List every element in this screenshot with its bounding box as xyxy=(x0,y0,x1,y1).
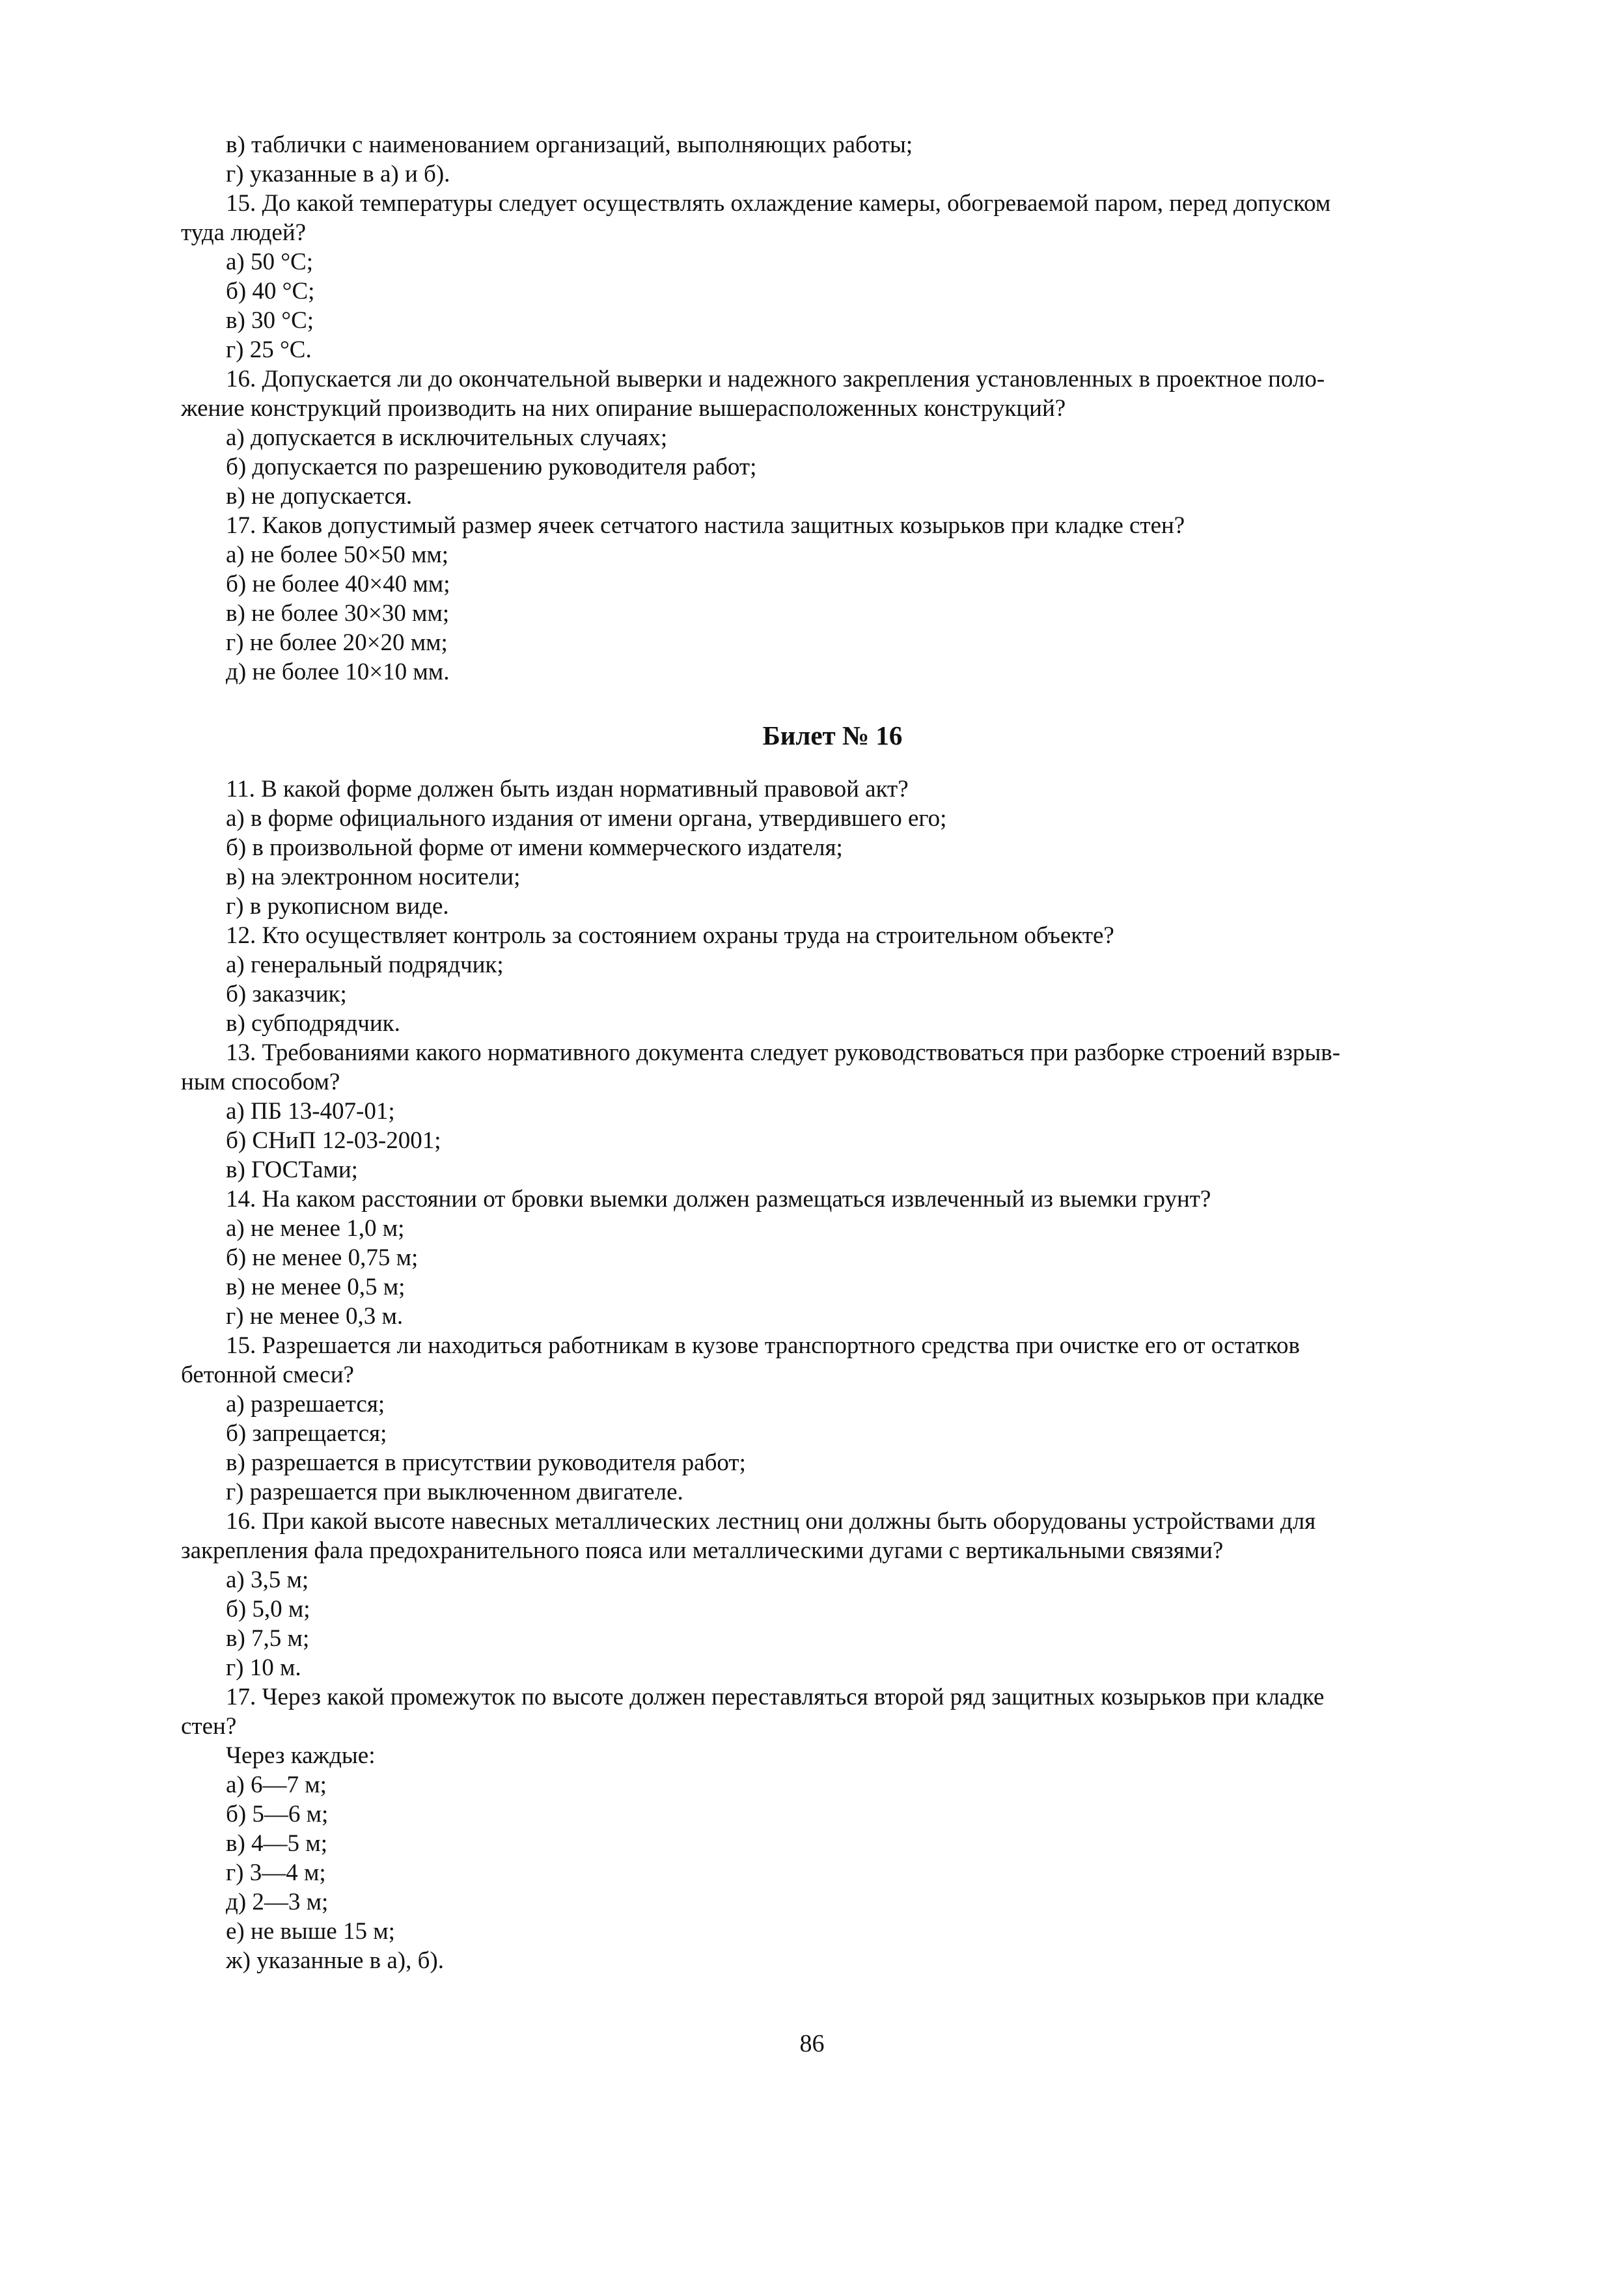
answer-option: д) не более 10×10 мм. xyxy=(226,659,450,685)
question-line-continued: бетонной смеси? xyxy=(181,1362,354,1388)
page-number: 86 xyxy=(799,2030,825,2057)
answer-option: б) 5—6 м; xyxy=(226,1801,329,1828)
answer-option: в) 30 °С; xyxy=(226,307,314,334)
answer-option: г) не менее 0,3 м. xyxy=(226,1303,404,1330)
question-line: 16. Допускается ли до окончательной выверки и надежного закрепления установленных в проектное поло- xyxy=(226,366,1325,392)
answer-option: а) 6—7 м; xyxy=(226,1772,327,1798)
answer-option: а) ПБ 13-407-01; xyxy=(226,1098,395,1125)
answer-option: а) разрешается; xyxy=(226,1391,385,1418)
answer-option: б) в произвольной форме от имени коммерческого издателя; xyxy=(226,834,843,861)
question-line: 17. Каков допустимый размер ячеек сетчатого настила защитных козырьков при кладке стен? xyxy=(226,512,1185,539)
answer-option: в) разрешается в присутствии руководителя работ; xyxy=(226,1449,746,1476)
answer-option: а) 3,5 м; xyxy=(226,1567,309,1593)
answer-option: б) не менее 0,75 м; xyxy=(226,1244,419,1271)
answer-option: г) 25 °С. xyxy=(226,336,312,363)
answer-option: б) запрещается; xyxy=(226,1420,387,1447)
question-line: 17. Через какой промежуток по высоте должен переставляться второй ряд защитных козырьков при кладке xyxy=(226,1684,1325,1710)
question-line: 16. При какой высоте навесных металлических лестниц они должны быть оборудованы устройствами для xyxy=(226,1508,1316,1535)
answer-option: г) 3—4 м; xyxy=(226,1859,326,1886)
answer-intro: Через каждые: xyxy=(226,1742,376,1769)
answer-option: а) не более 50×50 мм; xyxy=(226,541,449,568)
question-line: 15. До какой температуры следует осуществлять охлаждение камеры, обогреваемой паром, перед допуском xyxy=(226,190,1331,217)
answer-option: в) не менее 0,5 м; xyxy=(226,1274,406,1300)
answer-option: г) не более 20×20 мм; xyxy=(226,629,448,656)
answer-option: г) 10 м. xyxy=(226,1654,301,1681)
question-line: 14. На каком расстоянии от бровки выемки должен размещаться извлеченный из выемки грунт? xyxy=(226,1186,1211,1213)
answer-option: б) допускается по разрешению руководителя работ; xyxy=(226,454,757,480)
answer-option: е) не выше 15 м; xyxy=(226,1918,395,1945)
answer-option: в) на электронном носители; xyxy=(226,864,521,890)
question-line: 12. Кто осуществляет контроль за состоянием охраны труда на строительном объекте? xyxy=(226,922,1114,949)
answer-option: б) заказчик; xyxy=(226,981,347,1007)
question-line: 15. Разрешается ли находиться работникам в кузове транспортного средства при очистке его от остатков xyxy=(226,1332,1300,1359)
ticket-heading: Билет № 16 xyxy=(762,720,903,750)
question-line-continued: ным способом? xyxy=(181,1069,340,1095)
question-line-continued: закрепления фала предохранительного пояса или металлическими дугами с вертикальными связями? xyxy=(181,1537,1224,1564)
question-line-continued: стен? xyxy=(181,1713,237,1740)
answer-option: б) не более 40×40 мм; xyxy=(226,571,450,597)
answer-option: б) 5,0 м; xyxy=(226,1596,310,1623)
answer-option: б) 40 °С; xyxy=(226,278,315,305)
question-line-continued: туда людей? xyxy=(181,219,307,246)
answer-option: в) 7,5 м; xyxy=(226,1625,310,1652)
document-page xyxy=(181,130,1484,1975)
answer-option: в) не более 30×30 мм; xyxy=(226,600,450,627)
answer-option: а) генеральный подрядчик; xyxy=(226,952,504,978)
answer-option: г) в рукописном виде. xyxy=(226,893,449,920)
section-continued-questions xyxy=(181,130,1484,687)
answer-option: а) не менее 1,0 м; xyxy=(226,1215,405,1242)
answer-option: а) допускается в исключительных случаях; xyxy=(226,424,668,451)
answer-option: в) 4—5 м; xyxy=(226,1830,327,1857)
question-line: 13. Требованиями какого нормативного документа следует руководствоваться при разборке строений взрыв- xyxy=(226,1039,1341,1066)
answer-option: в) субподрядчик. xyxy=(226,1010,400,1037)
text-line: г) указанные в а) и б). xyxy=(226,161,450,187)
answer-option: а) в форме официального издания от имени органа, утвердившего его; xyxy=(226,805,947,832)
question-line-continued: жение конструкций производить на них опирание вышерасположенных конструкций? xyxy=(181,395,1066,422)
answer-option: а) 50 °С; xyxy=(226,249,313,275)
answer-option: г) разрешается при выключенном двигателе. xyxy=(226,1479,683,1505)
answer-option: в) ГОСТами; xyxy=(226,1157,358,1183)
answer-option: д) 2—3 м; xyxy=(226,1889,329,1915)
answer-option: в) не допускается. xyxy=(226,483,413,510)
answer-option: ж) указанные в а), б). xyxy=(226,1947,445,1974)
question-line: 11. В какой форме должен быть издан нормативный правовой акт? xyxy=(226,776,909,802)
section-ticket-16-questions xyxy=(181,774,1484,1975)
answer-option: б) СНиП 12-03-2001; xyxy=(226,1127,441,1154)
text-line: в) таблички с наименованием организаций, выполняющих работы; xyxy=(226,131,913,158)
